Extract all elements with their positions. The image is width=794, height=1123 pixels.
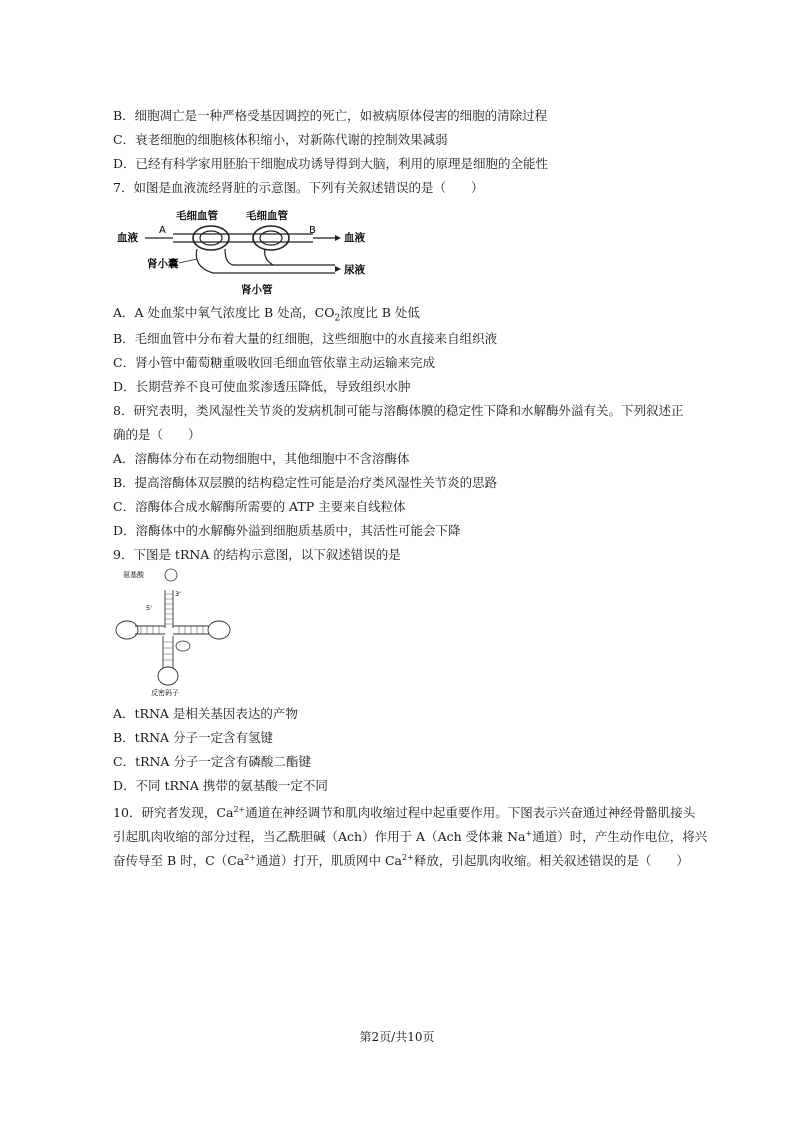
q10-text-3c: 释放，引起肌肉收缩。相关叙述错误的是（ ） bbox=[413, 853, 689, 869]
q7-option-a-text-end: 浓度比 B 处低 bbox=[340, 305, 420, 320]
kidney-blood-flow-diagram bbox=[113, 205, 373, 300]
q10-stem-line-3 bbox=[113, 850, 689, 869]
label-tubule: 肾小管 bbox=[241, 284, 273, 296]
q10-text-1a: 10．研究者发现，Ca bbox=[113, 805, 234, 821]
trna-structure-diagram bbox=[113, 568, 238, 698]
q9-option-a: A．tRNA 是相关基因表达的产物 bbox=[113, 706, 298, 721]
d-loop bbox=[116, 621, 138, 639]
label-3-end: 3' bbox=[175, 590, 181, 598]
label-5-end: 5' bbox=[146, 604, 152, 612]
q10-text-2b: 通道）时，产生动作电位，将兴 bbox=[532, 829, 708, 845]
q6-option-b: B．细胞凋亡是一种严格受基因调控的死亡，如被病原体侵害的细胞的清除过程 bbox=[113, 108, 548, 123]
page-footer: 第2页/共10页 bbox=[359, 1030, 435, 1044]
peritubular-capillary bbox=[253, 226, 289, 250]
label-anticodon: 反密码子 bbox=[151, 689, 179, 697]
glomerulus-capillary bbox=[193, 226, 229, 250]
q10-stem-line-1 bbox=[113, 802, 695, 821]
q7-option-a bbox=[113, 305, 420, 327]
label-capillary-2: 毛细血管 bbox=[246, 210, 288, 222]
q7-option-c: C．肾小管中葡萄糖重吸收回毛细血管依靠主动运输来完成 bbox=[113, 355, 436, 370]
q7-stem: 7．如图是血液流经肾脏的示意图。下列有关叙述错误的是（ ） bbox=[113, 180, 484, 195]
q10-text-3a: 奋传导至 B 时，C（Ca bbox=[113, 853, 245, 869]
q10-sup-1: 2+ bbox=[233, 805, 246, 814]
q7-option-a-subscript: 2 bbox=[334, 313, 341, 324]
label-point-a: A bbox=[159, 225, 166, 236]
q9-option-b: B．tRNA 分子一定含有氢键 bbox=[113, 730, 274, 745]
amino-acid-circle bbox=[165, 569, 177, 581]
q8-option-c: C．溶酶体合成水解酶所需要的 ATP 主要来自线粒体 bbox=[113, 499, 406, 514]
label-point-b: B bbox=[309, 225, 316, 236]
q10-sup-3a: 2+ bbox=[244, 853, 257, 862]
label-blood-out: 血液 bbox=[344, 232, 365, 244]
q8-option-a: A．溶酶体分布在动物细胞中，其他细胞中不含溶酶体 bbox=[113, 451, 410, 466]
anticodon-loop bbox=[158, 667, 178, 685]
q10-sup-3b: 2+ bbox=[402, 853, 414, 862]
label-urine: 尿液 bbox=[344, 264, 365, 276]
q8-stem-line-2: 确的是（ ） bbox=[113, 427, 201, 442]
label-blood-in: 血液 bbox=[117, 232, 138, 244]
q9-stem: 9．下图是 tRNA 的结构示意图，以下叙述错误的是 bbox=[113, 547, 401, 562]
t-loop bbox=[208, 621, 230, 639]
q10-text-3b: 通道）打开，肌质网中 Ca bbox=[256, 853, 403, 869]
q10-text-1b: 通道在神经调节和肌肉收缩过程中起重要作用。下图表示兴奋通过神经骨骼肌接头 bbox=[245, 805, 696, 821]
q8-option-d: D．溶酶体中的水解酶外溢到细胞质基质中，其活性可能会下降 bbox=[113, 523, 461, 538]
q10-stem-line-2 bbox=[113, 826, 707, 845]
label-bowman-capsule: 肾小囊 bbox=[147, 258, 179, 270]
q10-text-2a: 引起肌肉收缩的部分过程，当乙酰胆碱（Ach）作用于 A（Ach 受体兼 Na bbox=[113, 829, 526, 845]
q6-option-d: D．已经有科学家用胚胎干细胞成功诱导得到大脑，利用的原理是细胞的全能性 bbox=[113, 156, 549, 171]
q9-option-c: C．tRNA 分子一定含有磷酸二酯键 bbox=[113, 754, 311, 769]
q8-option-b: B．提高溶酶体双层膜的结构稳定性可能是治疗类风湿性关节炎的思路 bbox=[113, 475, 498, 490]
q9-option-d: D．不同 tRNA 携带的氨基酸一定不同 bbox=[113, 778, 328, 793]
q8-stem-line-1: 8．研究表明，类风湿性关节炎的发病机制可能与溶酶体膜的稳定性下降和水解酶外溢有关。下列叙述正 bbox=[113, 403, 684, 418]
q7-option-a-text: A．A 处血浆中氧气浓度比 B 处高，CO bbox=[113, 305, 335, 320]
q7-option-d: D．长期营养不良可使血浆渗透压降低，导致组织水肿 bbox=[113, 379, 411, 394]
label-amino-acid: 氨基酸 bbox=[123, 571, 144, 579]
q6-option-c: C．衰老细胞的细胞核体积缩小，对新陈代谢的控制效果减弱 bbox=[113, 132, 448, 147]
q7-option-b: B．毛细血管中分布着大量的红细胞，这些细胞中的水直接来自组织液 bbox=[113, 331, 498, 346]
label-capillary-1: 毛细血管 bbox=[176, 210, 218, 222]
q10-sup-2: + bbox=[525, 829, 533, 838]
